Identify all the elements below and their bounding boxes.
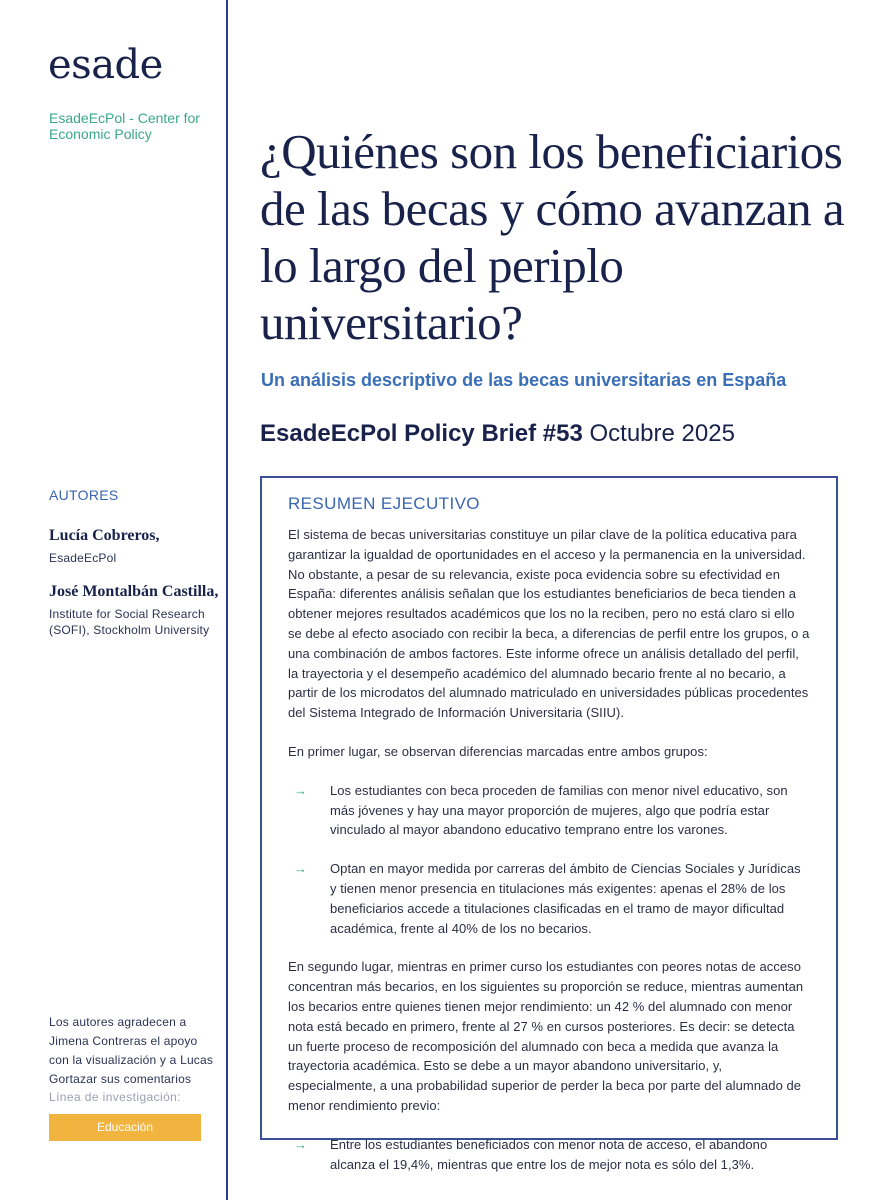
author-1 <box>49 526 224 566</box>
brief-label: EsadeEcPol Policy Brief #53 <box>260 420 583 447</box>
author-affiliation: EsadeEcPol <box>49 551 117 565</box>
research-line-label: Línea de investigación: <box>49 1090 181 1104</box>
center-name: EsadeEcPol - Center for Economic Policy <box>49 110 200 142</box>
list-item <box>288 859 810 938</box>
first-point-intro: En primer lugar, se observan diferencias marcadas entre ambos grupos: <box>288 743 708 759</box>
author-affiliation: Institute for Social Research (SOFI), Stockholm University <box>49 607 210 637</box>
second-point: En segundo lugar, mientras en primer curso los estudiantes con peores notas de acceso concentran más becarios, en los siguientes su proporción se reduce, mientras aumentan los becarios entre quienes tienen mejor rendimiento: un 42 % del alumnado con menor nota está becado en primero, frente al 27 % en cursos posteriores. Es decir: se detecta un fuerte proceso de recomposición del alumnado con beca a medida que avanza la trayectoria académica. Esto se debe a un mayor abandono universitario, y, especialmente, a una probabilidad superior de perder la beca por parte del alumnado de menor rendimiento previo: <box>288 959 804 1113</box>
author-2 <box>49 582 224 638</box>
sidebar <box>0 0 226 1200</box>
bullet-text: Los estudiantes con beca proceden de familias con menor nivel educativo, son más jóvenes y hay una mayor proporción de mujeres, algo que podría estar vinculado al mayor abandono educativo temprano entre los varones. <box>330 782 788 838</box>
author-name: José Montalbán Castilla, <box>49 583 219 600</box>
arrow-right-icon: → <box>294 1136 308 1152</box>
bullet-text: Optan en mayor medida por carreras del ámbito de Ciencias Sociales y Jurídicas y tienen menor presencia en titulaciones más exigentes: apenas el 28% de los beneficiarios accede a titulaciones clasificadas en el tramo de mayor dificultad académica, frente al 40% de los no becarios. <box>330 861 801 936</box>
arrow-right-icon: → <box>294 861 308 877</box>
esade-logo: esade <box>48 42 163 88</box>
authors-label: AUTORES <box>49 487 119 503</box>
summary-intro: El sistema de becas universitarias constituye un pilar clave de la política educativa para garantizar la igualdad de oportunidades en el acceso y la permanencia en la universidad. No obstante, a pesar de su relevancia, existe poca evidencia sobre su efectividad en España: diferentes análisis señalan que los estudiantes beneficiarios de beca tienden a obtener mejores resultados académicos que los no la reciben, pero no está claro si ello se debe al efecto asociado con recibir la beca, a diferencias de perfil entre los grupos, o a una combinación de ambos factores. Este informe ofrece un análisis detallado del perfil, la trayectoria y el desempeño académico del alumnado becario frente al no becario, a partir de los microdatos del alumnado matriculado en universidades públicas procedentes del Sistema Integrado de Información Universitaria (SIIU). <box>288 527 810 721</box>
brief-date: Octubre 2025 <box>589 420 735 447</box>
bullet-text: Entre los estudiantes beneficiados con menor nota de acceso, el abandono alcanza el 19,4%, mientras que entre los de mejor nota es sólo del 1,3%. <box>330 1136 768 1172</box>
brief-line <box>260 420 735 448</box>
arrow-right-icon: → <box>294 782 308 798</box>
page-title: ¿Quiénes son los beneficiarios de las becas y cómo avanzan a lo largo del periplo universitario? <box>260 124 845 350</box>
summary-heading: RESUMEN EJECUTIVO <box>288 494 480 513</box>
acknowledgement: Los autores agradecen a Jimena Contreras el apoyo con la visualización y a Lucas Gortazar sus comentarios <box>49 1015 214 1086</box>
author-name: Lucía Cobreros, <box>49 527 160 544</box>
page-subtitle: Un análisis descriptivo de las becas universitarias en España <box>261 370 787 390</box>
list-item <box>288 1135 810 1175</box>
divider <box>226 0 228 1200</box>
list-item <box>288 781 810 840</box>
executive-summary-box <box>260 476 838 1172</box>
research-line-tag[interactable]: Educación <box>49 1114 201 1141</box>
